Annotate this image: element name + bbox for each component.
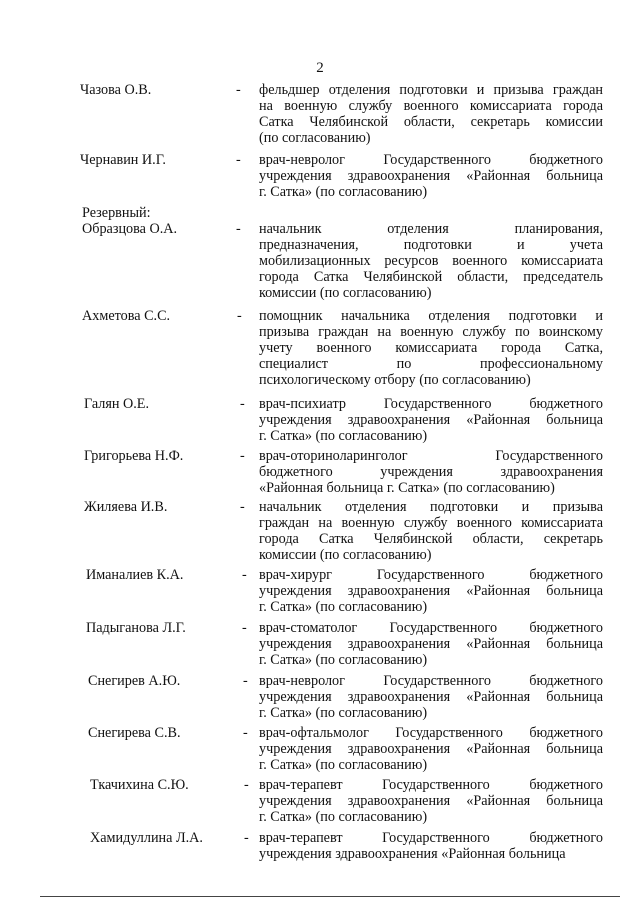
member-name: Ткачихина С.Ю. [90, 777, 189, 793]
dash-separator: - [236, 82, 241, 98]
role-line: комиссии (по согласованию) [259, 285, 432, 301]
role-line: г. Сатка» (по согласованию) [259, 428, 428, 444]
role-line: психологическому отбору (по согласованию) [259, 372, 531, 388]
role-line: учреждения здравоохранения «Районная больница [259, 583, 603, 599]
role-line: бюджетного учреждения здравоохранения [259, 464, 603, 480]
role-line: города Сатка Челябинской области, секретарь [259, 531, 603, 547]
role-line: врач-хирург Государственного бюджетного [259, 567, 603, 583]
role-line: призыва граждан на военную службу по воинскому [259, 324, 603, 340]
role-line: учреждения здравоохранения «Районная больница [259, 689, 603, 705]
member-role [259, 673, 603, 721]
role-line: г. Сатка» (по согласованию) [259, 184, 428, 200]
member-name: Образцова О.А. [82, 221, 178, 237]
role-line: врач-оториноларинголог Государственного [259, 448, 603, 464]
member-name: Снегирева С.В. [88, 725, 181, 741]
role-line: г. Сатка» (по согласованию) [259, 599, 428, 615]
role-line: города Сатка Челябинской области, председатель [259, 269, 603, 285]
role-line: врач-офтальмолог Государственного бюджетного [259, 725, 603, 741]
role-line: на военную службу военного комиссариата города [259, 98, 603, 114]
role-line: специалист по профессиональному [259, 356, 603, 372]
dash-separator: - [243, 673, 248, 689]
dash-separator: - [242, 620, 247, 636]
reserve-label: Резервный: [82, 205, 151, 221]
role-line: врач-стоматолог Государственного бюджетного [259, 620, 603, 636]
role-line: врач-психиатр Государственного бюджетного [259, 396, 603, 412]
dash-separator: - [236, 221, 241, 237]
member-role [259, 396, 603, 444]
role-line: г. Сатка» (по согласованию) [259, 705, 428, 721]
dash-separator: - [236, 152, 241, 168]
member-name: Падыганова Л.Г. [86, 620, 186, 636]
member-name: Иманалиев К.А. [86, 567, 184, 583]
role-line: предназначения, подготовки и учета [259, 237, 603, 253]
role-line: г. Сатка» (по согласованию) [259, 652, 428, 668]
member-name: Ахметова С.С. [82, 308, 171, 324]
member-role [259, 620, 603, 668]
role-line: учреждения здравоохранения «Районная больница [259, 741, 603, 757]
role-line: учреждения здравоохранения «Районная больница [259, 636, 603, 652]
dash-separator: - [243, 725, 248, 741]
member-role [259, 725, 603, 773]
dash-separator: - [244, 830, 249, 846]
member-name: Чазова О.В. [80, 82, 152, 98]
role-line: фельдшер отделения подготовки и призыва граждан [259, 82, 603, 98]
member-name: Чернавин И.Г. [80, 152, 166, 168]
member-role [259, 82, 603, 146]
role-line: врач-терапевт Государственного бюджетного [259, 830, 603, 846]
member-role [259, 830, 603, 862]
role-line: г. Сатка» (по согласованию) [259, 757, 428, 773]
dash-separator: - [237, 308, 242, 324]
page-number: 2 [316, 60, 324, 76]
dash-separator: - [242, 567, 247, 583]
role-line: учреждения здравоохранения «Районная больница [259, 168, 603, 184]
member-name: Жиляева И.В. [84, 499, 168, 515]
role-line: врач-невролог Государственного бюджетного [259, 152, 603, 168]
role-line: граждан на военную службу военного комиссариата [259, 515, 603, 531]
role-line: мобилизационных ресурсов военного комиссариата [259, 253, 603, 269]
dash-separator: - [240, 396, 245, 412]
member-role [259, 221, 603, 301]
dash-separator: - [240, 499, 245, 515]
member-name: Хамидуллина Л.А. [90, 830, 203, 846]
bottom-rule [40, 896, 620, 897]
role-line: «Районная больница г. Сатка» (по согласованию) [259, 480, 555, 496]
role-line: врач-невролог Государственного бюджетного [259, 673, 603, 689]
dash-separator: - [244, 777, 249, 793]
member-role [259, 308, 603, 388]
role-line: учреждения здравоохранения «Районная больница [259, 793, 603, 809]
role-line: начальник отделения планирования, [259, 221, 603, 237]
role-line: учету военного комиссариата города Сатка, [259, 340, 603, 356]
role-line: (по согласованию) [259, 130, 371, 146]
dash-separator: - [240, 448, 245, 464]
member-name: Григорьева Н.Ф. [84, 448, 184, 464]
role-line: г. Сатка» (по согласованию) [259, 809, 428, 825]
role-line: учреждения здравоохранения «Районная больница [259, 846, 566, 862]
member-role [259, 777, 603, 825]
role-line: помощник начальника отделения подготовки и [259, 308, 603, 324]
role-line: врач-терапевт Государственного бюджетного [259, 777, 603, 793]
member-role [259, 567, 603, 615]
role-line: комиссии (по согласованию) [259, 547, 432, 563]
role-line: начальник отделения подготовки и призыва [259, 499, 603, 515]
role-line: Сатка Челябинской области, секретарь комиссии [259, 114, 603, 130]
member-role [259, 448, 603, 496]
member-name: Галян О.Е. [84, 396, 150, 412]
member-name: Снегирев А.Ю. [88, 673, 181, 689]
member-role [259, 499, 603, 563]
member-role [259, 152, 603, 200]
role-line: учреждения здравоохранения «Районная больница [259, 412, 603, 428]
